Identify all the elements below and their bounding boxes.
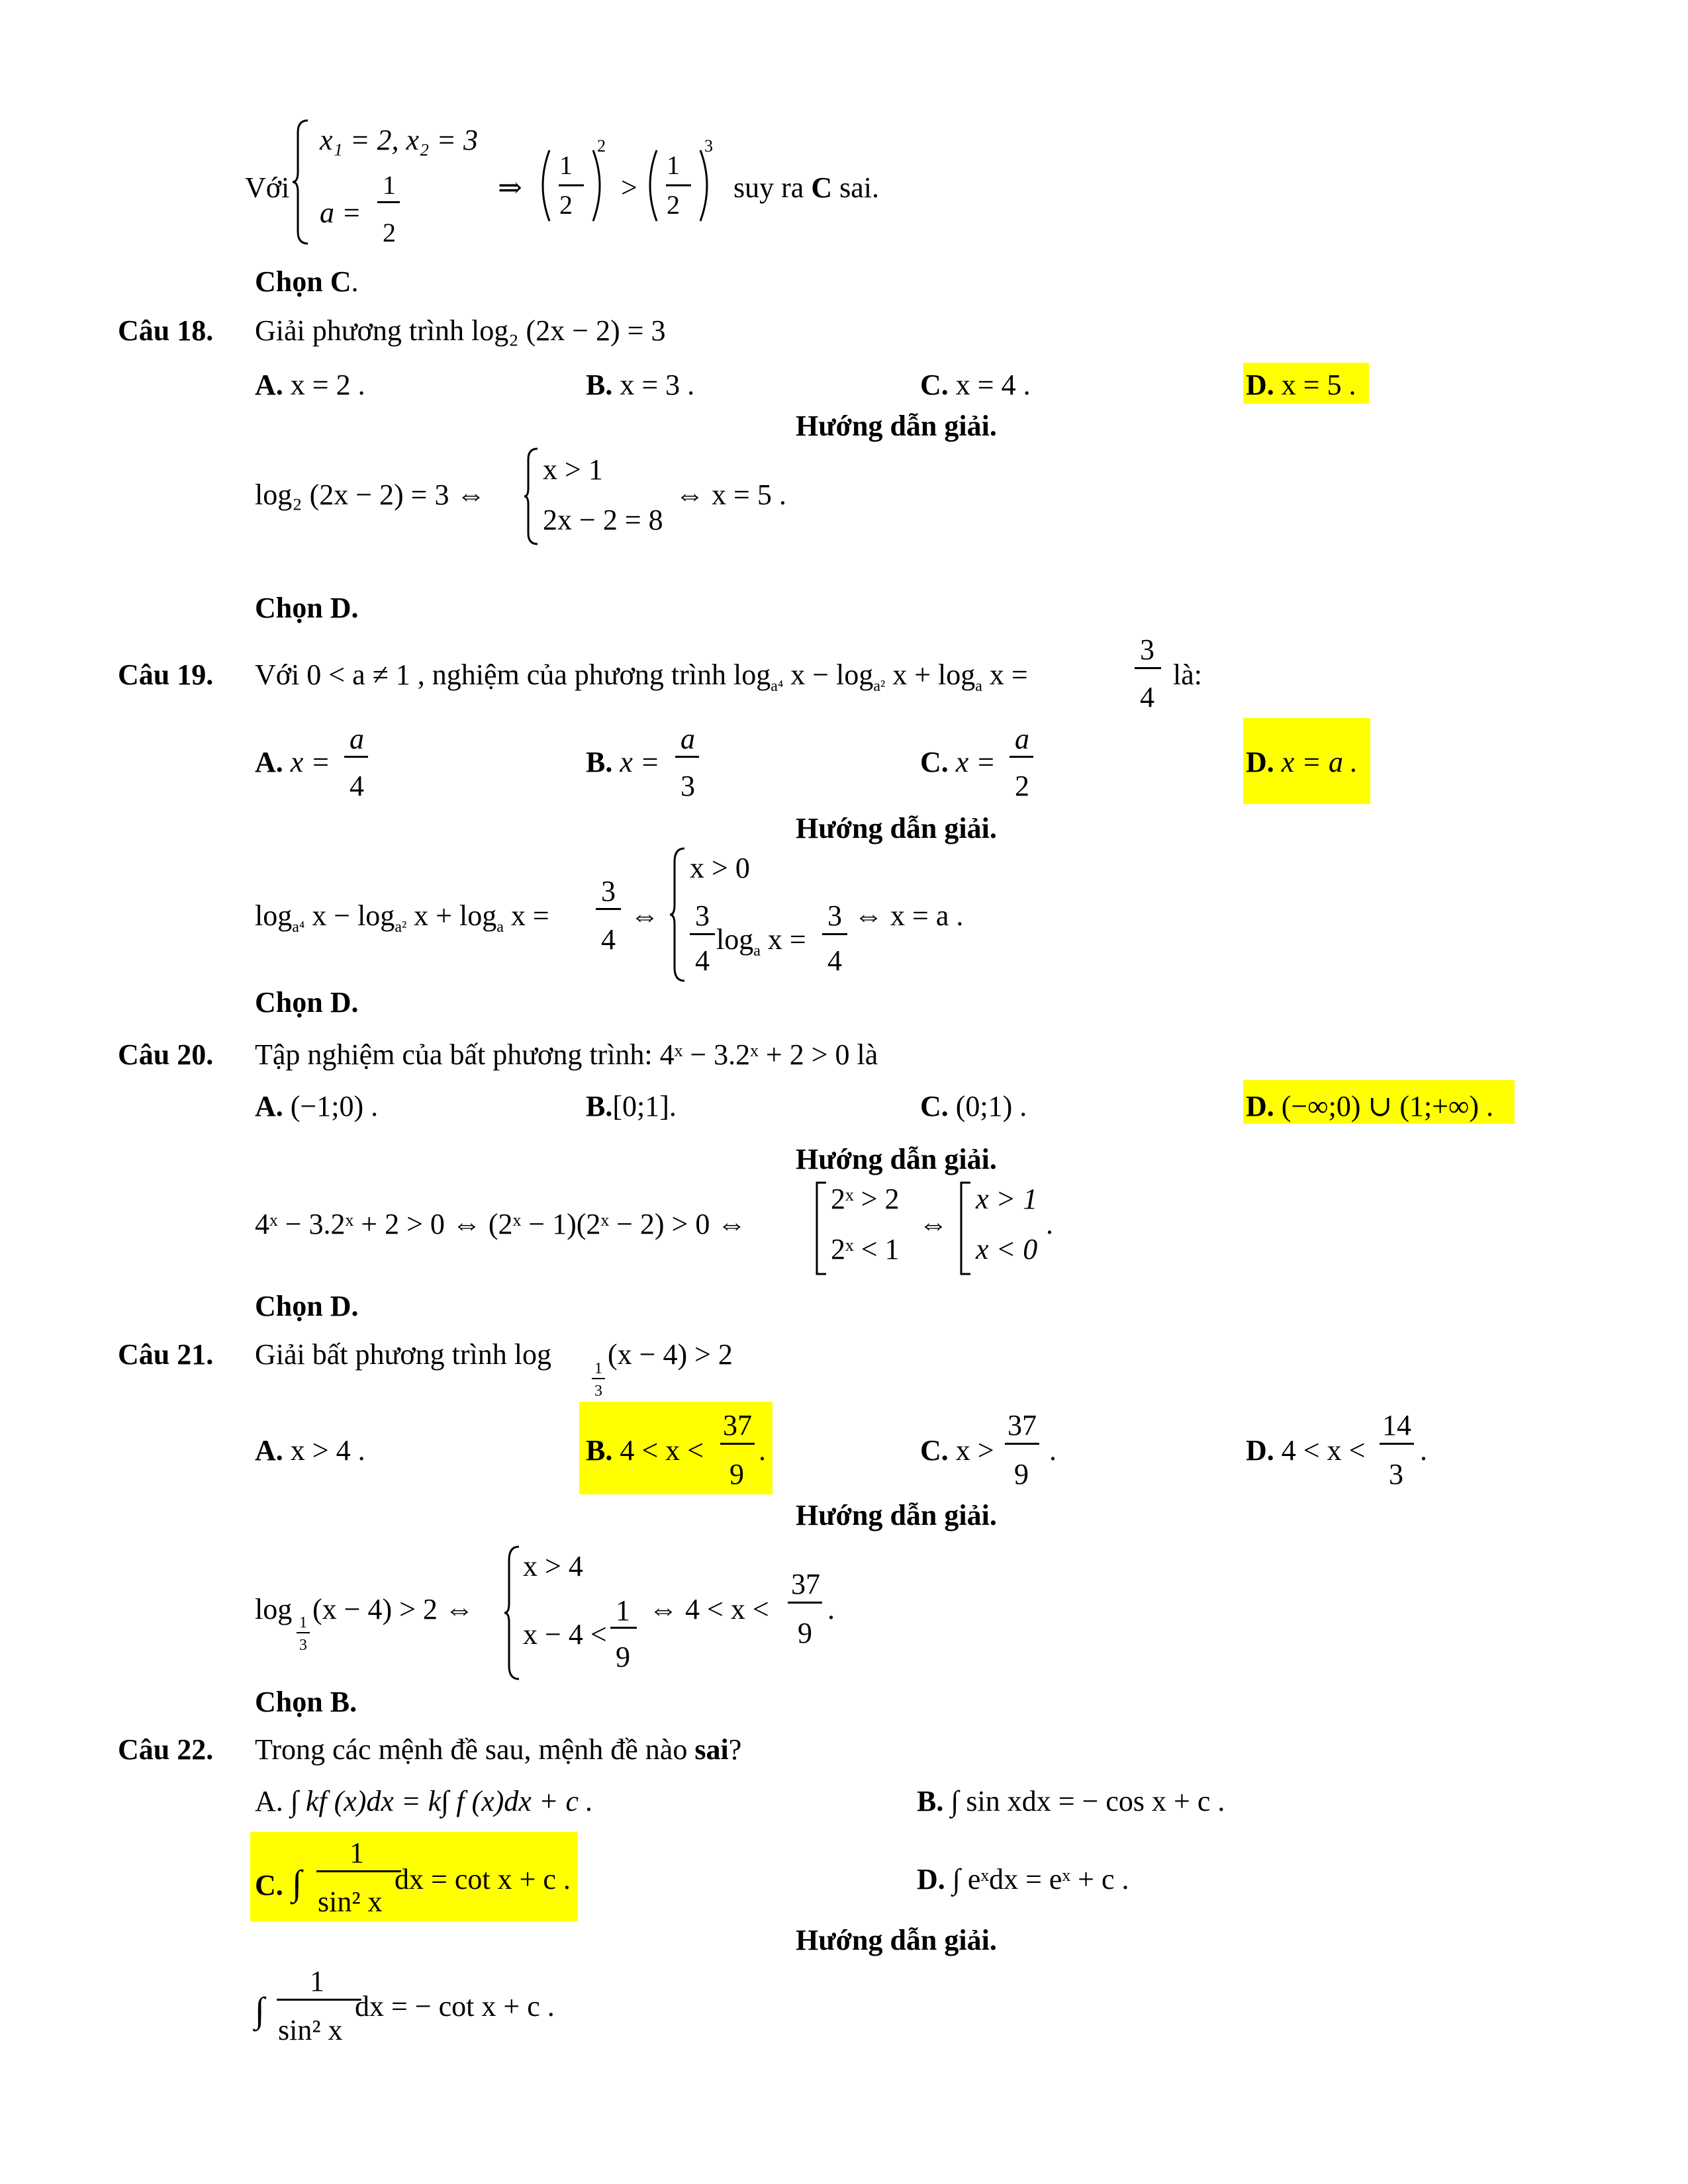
q21-option-b: B. 4 < x <	[586, 1434, 704, 1467]
q21-guide-heading: Hướng dẫn giải.	[796, 1499, 997, 1531]
q22-guide-heading: Hướng dẫn giải.	[796, 1924, 997, 1956]
intro-p2-num: 1	[667, 150, 680, 180]
q21-sol-rnum: 37	[791, 1568, 820, 1600]
q20-br2a: x > 1	[976, 1183, 1038, 1215]
q18-solution-sys1: x > 1	[543, 453, 603, 486]
intro-paren1	[535, 147, 614, 226]
q21-c-bar	[1005, 1443, 1039, 1445]
q21-c-num: 37	[1008, 1409, 1037, 1441]
q18-option-b: B. x = 3 .	[586, 369, 695, 401]
q21-sub-bar	[592, 1378, 605, 1379]
q18-choose: Chọn D.	[255, 592, 359, 624]
intro-choose: Chọn C.	[255, 265, 359, 298]
q20-solution-left: 4ˣ − 3.2ˣ + 2 > 0 ⇔ (2ˣ − 1)(2ˣ − 2) > 0 ⇔	[255, 1208, 747, 1240]
q19-solution-sys1: x > 0	[690, 852, 750, 884]
intro-p2-den: 2	[667, 190, 680, 220]
q19-sys2-den: 4	[695, 944, 710, 977]
q21-sol-sub-bar	[297, 1632, 310, 1633]
q22-option-c: C. ∫	[255, 1863, 303, 1903]
q20-option-b: B.[0;1].	[586, 1090, 677, 1122]
q19-sys2-bar	[690, 933, 715, 935]
q21-sys2-num: 1	[616, 1594, 630, 1627]
q21-sol-sub-num: 1	[299, 1614, 307, 1631]
q18-option-c: C. x = 4 .	[920, 369, 1031, 401]
q20-guide-heading: Hướng dẫn giải.	[796, 1143, 997, 1175]
q19-c-den: 2	[1015, 770, 1029, 802]
q19-solution-left: $\log_{a^4} x - \log_{a^2} x + \log_a x$ =	[255, 899, 549, 936]
q18-guide-heading: Hướng dẫn giải.	[796, 410, 997, 442]
intro-paren2	[642, 147, 722, 226]
q20-br1b: 2ˣ < 1	[831, 1233, 900, 1265]
q20-option-c: C. (0;1) .	[920, 1090, 1027, 1122]
q20-option-d: D. (−∞;0) ∪ (1;+∞) .	[1246, 1090, 1494, 1122]
intro-system-line1: x₁ = 2, x₂ = 3	[320, 124, 479, 156]
q21-b-den: 9	[729, 1458, 744, 1490]
q21-sol-end: .	[827, 1593, 835, 1625]
q21-b-end: .	[759, 1434, 766, 1467]
q19-question: Với 0 < a ≠ 1 , nghiệm của phương trình $\log_{a^4} x - \log_{a^2} x + \log_a x$ =	[255, 659, 1028, 695]
q19-sys2-num: 3	[695, 899, 710, 932]
q19-sys2-rden: 4	[827, 944, 842, 977]
q21-sol-log: log	[255, 1593, 293, 1625]
q19-option-a: A. x =	[255, 746, 331, 778]
q21-option-d: D. 4 < x <	[1246, 1434, 1366, 1467]
q22-c-rest: dx = cot x + c .	[395, 1863, 571, 1895]
q21-option-c: C. x >	[920, 1434, 994, 1467]
intro-voi: Với	[245, 171, 290, 204]
q20-sol-end: .	[1046, 1208, 1053, 1240]
q22-option-d: D. ∫ eˣdx = eˣ + c .	[917, 1863, 1129, 1895]
q22-sol-int: ∫	[255, 1990, 265, 2030]
q19-question-end: là:	[1173, 659, 1202, 691]
q22-option-b: B. ∫ sin xdx = − cos x + c .	[917, 1785, 1225, 1817]
q21-question-a: Giải bất phương trình log	[255, 1338, 551, 1371]
q19-b-bar	[675, 756, 699, 758]
q22-label: Câu 22.	[118, 1733, 214, 1766]
q19-a-den: 4	[350, 770, 364, 802]
q21-sys2-bar	[610, 1627, 637, 1629]
q20-bracket1	[814, 1181, 829, 1277]
q21-d-bar	[1380, 1443, 1414, 1445]
q18-option-d: D. x = 5 .	[1246, 369, 1356, 401]
q22-sol-den: sin² x	[278, 2014, 343, 2046]
q21-sol-rbar	[788, 1602, 822, 1604]
q18-solution-left: log₂ (2x − 2) = 3 ⇔	[255, 478, 486, 511]
q19-sol-frac-den: 4	[601, 923, 616, 956]
q19-sol-frac-bar	[596, 908, 621, 910]
intro-implies: ⇒	[498, 171, 522, 204]
q21-label: Câu 21.	[118, 1338, 214, 1371]
q21-b-num: 37	[723, 1409, 752, 1441]
q19-label: Câu 19.	[118, 659, 214, 691]
q21-sol-rden: 9	[798, 1617, 812, 1649]
q21-b-bar	[720, 1443, 755, 1445]
q21-sub-num: 1	[594, 1360, 602, 1377]
q19-option-d: D. x = a .	[1246, 746, 1358, 778]
q20-br1a: 2ˣ > 2	[831, 1183, 900, 1215]
q21-d-den: 3	[1389, 1458, 1403, 1490]
q19-sys2-expr: $\log_a x$ =	[716, 923, 806, 960]
q20-choose: Chọn D.	[255, 1290, 359, 1322]
q19-option-c: C. x =	[920, 746, 996, 778]
q21-c-den: 9	[1014, 1458, 1029, 1490]
q19-a-num: a	[350, 723, 364, 755]
q19-solution-right: ⇔ x = a .	[854, 899, 964, 932]
q21-choose: Chọn B.	[255, 1686, 357, 1718]
q19-sys2-rbar	[822, 933, 847, 935]
q21-solution-brace	[503, 1545, 522, 1681]
q18-option-a: A. x = 2 .	[255, 369, 365, 401]
q18-question: Giải phương trình log₂ (2x − 2) = 3	[255, 314, 666, 347]
q21-solution-right: ⇔ 4 < x <	[649, 1593, 769, 1625]
q19-b-num: a	[680, 723, 695, 755]
q19-guide-heading: Hướng dẫn giải.	[796, 812, 997, 844]
q19-frac-bar	[1135, 667, 1161, 669]
intro-p2-exp: 3	[704, 136, 713, 156]
q20-br2b: x < 0	[976, 1233, 1038, 1265]
q19-frac-den: 4	[1140, 681, 1154, 713]
q20-sol-mid: ⇔	[919, 1208, 948, 1240]
intro-gt: >	[621, 171, 637, 204]
q22-c-num: 1	[350, 1837, 364, 1869]
q22-option-a: A. ∫ kf (x)dx = k∫ f (x)dx + c .	[255, 1785, 594, 1817]
q18-solution-brace	[523, 447, 540, 547]
q19-frac-num: 3	[1140, 633, 1154, 666]
q19-sol-equiv: ⇔	[630, 899, 659, 932]
q21-sys2-den: 9	[616, 1641, 630, 1673]
q19-b-den: 3	[680, 770, 695, 802]
intro-p1-exp: 2	[597, 136, 606, 156]
q22-question: Trong các mệnh đề sau, mệnh đề nào sai?	[255, 1733, 742, 1766]
q21-solution-sys2: x − 4 <	[523, 1618, 607, 1651]
q18-solution-sys2: 2x − 2 = 8	[543, 504, 663, 536]
q22-sol-bar	[277, 1999, 361, 2001]
q19-solution-brace	[669, 847, 687, 983]
q21-sol-left: (x − 4) > 2 ⇔	[312, 1593, 474, 1625]
q19-sys2-rnum: 3	[827, 899, 842, 932]
q19-choose: Chọn D.	[255, 986, 359, 1019]
q22-sol-num: 1	[310, 1965, 324, 1997]
intro-brace	[291, 119, 311, 245]
intro-frac-den: 2	[383, 218, 396, 248]
intro-system-line2: a =	[320, 197, 361, 229]
q20-label: Câu 20.	[118, 1038, 214, 1071]
q20-option-a: A. (−1;0) .	[255, 1090, 379, 1122]
q19-a-bar	[344, 756, 368, 758]
q21-question-b: (x − 4) > 2	[608, 1338, 733, 1371]
intro-conclusion: suy ra C sai.	[733, 171, 879, 204]
intro-frac-bar	[377, 201, 400, 203]
intro-p1-den: 2	[559, 190, 573, 220]
q22-c-bar	[316, 1870, 401, 1872]
q21-d-end: .	[1420, 1434, 1427, 1467]
q21-sub-den: 3	[594, 1383, 602, 1400]
intro-p1-num: 1	[559, 150, 573, 180]
q19-option-b: B. x =	[586, 746, 660, 778]
q21-option-a: A. x > 4 .	[255, 1434, 365, 1467]
intro-frac-num: 1	[383, 170, 396, 200]
q22-c-den: sin² x	[318, 1886, 383, 1918]
q21-c-end: .	[1049, 1434, 1056, 1467]
q20-question: Tập nghiệm của bất phương trình: 4ˣ − 3.2ˣ + 2 > 0 là	[255, 1038, 878, 1071]
q18-label: Câu 18.	[118, 314, 214, 347]
q21-solution-sys1: x > 4	[523, 1550, 583, 1582]
q20-bracket2	[959, 1181, 973, 1277]
q19-c-num: a	[1015, 723, 1029, 755]
q22-sol-rest: dx = − cot x + c .	[355, 1990, 555, 2023]
q19-sol-frac-num: 3	[601, 875, 616, 907]
q19-c-bar	[1009, 756, 1033, 758]
q21-d-num: 14	[1382, 1409, 1411, 1441]
q21-sol-sub-den: 3	[299, 1637, 307, 1654]
q18-solution-right: ⇔ x = 5 .	[675, 478, 786, 511]
